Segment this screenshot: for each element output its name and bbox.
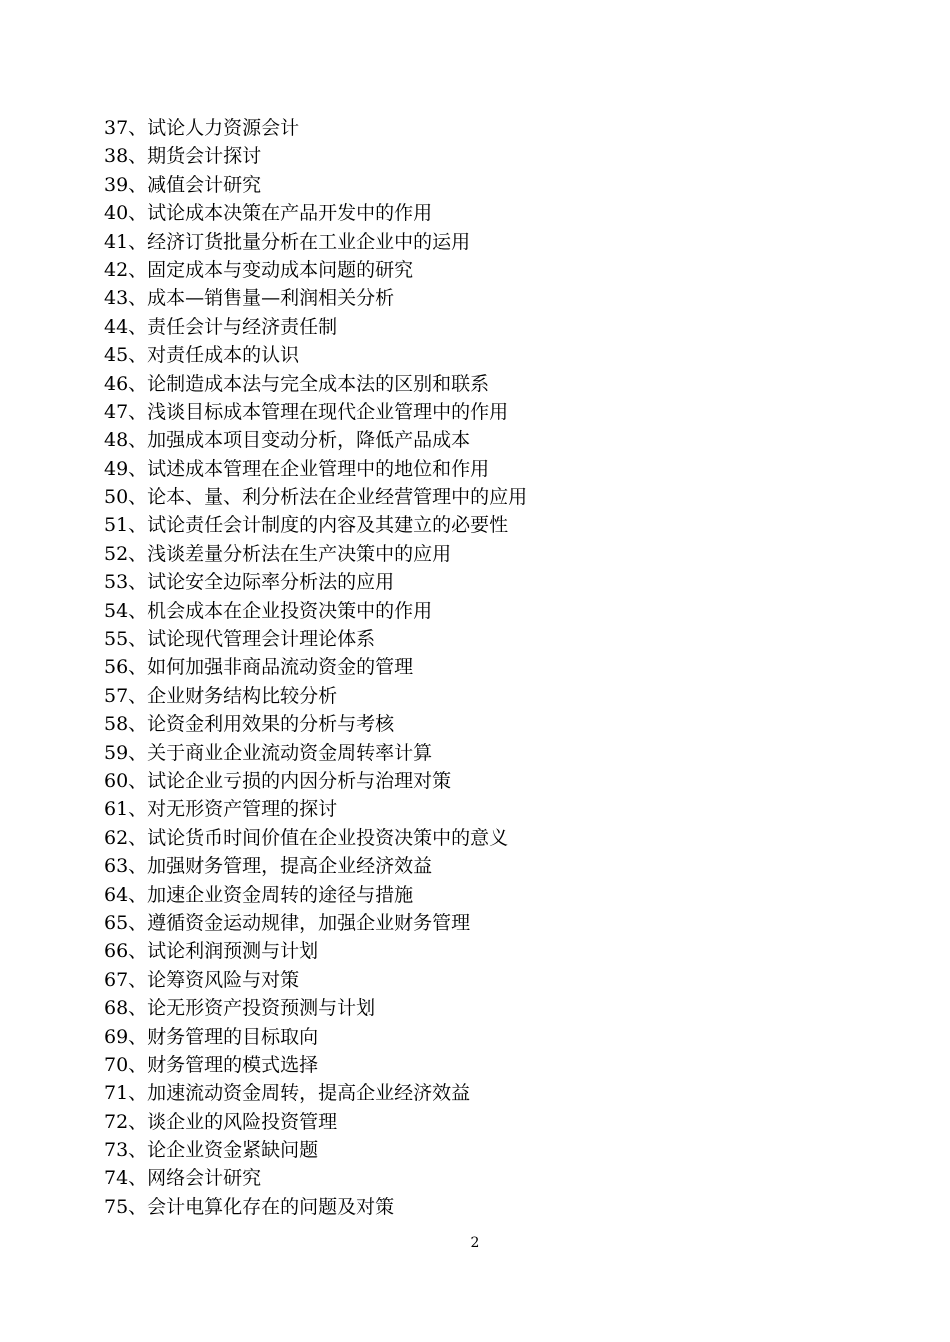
list-item: 57、企业财务结构比较分析 xyxy=(104,684,338,707)
list-item: 39、减值会计研究 xyxy=(104,173,262,196)
topic-list xyxy=(104,114,527,1221)
list-item: 68、论无形资产投资预测与计划 xyxy=(104,997,376,1020)
list-item: 73、论企业资金紧缺问题 xyxy=(104,1139,319,1162)
list-item: 58、论资金利用效果的分析与考核 xyxy=(104,713,395,736)
list-item: 46、论制造成本法与完全成本法的区别和联系 xyxy=(104,372,490,395)
list-item: 62、试论货币时间价值在企业投资决策中的意义 xyxy=(104,826,509,849)
list-item: 65、遵循资金运动规律，加强企业财务管理 xyxy=(104,911,471,934)
list-item: 75、会计电算化存在的问题及对策 xyxy=(104,1195,395,1218)
list-item: 59、关于商业企业流动资金周转率计算 xyxy=(104,741,433,764)
list-item: 54、机会成本在企业投资决策中的作用 xyxy=(104,599,433,622)
list-item: 40、试论成本决策在产品开发中的作用 xyxy=(104,202,433,225)
page-number: 2 xyxy=(470,1235,480,1251)
list-item: 44、责任会计与经济责任制 xyxy=(104,315,338,338)
list-item: 64、加速企业资金周转的途径与措施 xyxy=(104,883,414,906)
list-item: 53、试论安全边际率分析法的应用 xyxy=(104,571,395,594)
list-item: 55、试论现代管理会计理论体系 xyxy=(104,628,376,651)
list-item: 51、试论责任会计制度的内容及其建立的必要性 xyxy=(104,514,509,537)
list-item: 50、论本、量、利分析法在企业经营管理中的应用 xyxy=(104,486,528,509)
list-item: 45、对责任成本的认识 xyxy=(104,344,300,367)
list-item: 74、网络会计研究 xyxy=(104,1167,262,1190)
list-item: 47、浅谈目标成本管理在现代企业管理中的作用 xyxy=(104,400,509,423)
list-item: 70、财务管理的模式选择 xyxy=(104,1053,319,1076)
list-item: 48、加强成本项目变动分析，降低产品成本 xyxy=(104,429,471,452)
list-item: 52、浅谈差量分析法在生产决策中的应用 xyxy=(104,542,452,565)
list-item: 37、试论人力资源会计 xyxy=(104,117,300,139)
list-item: 38、期货会计探讨 xyxy=(104,145,262,168)
list-item: 43、成本—销售量—利润相关分析 xyxy=(104,287,395,310)
list-item: 61、对无形资产管理的探讨 xyxy=(104,798,338,821)
list-item: 60、试论企业亏损的内因分析与治理对策 xyxy=(104,769,452,792)
list-item: 56、如何加强非商品流动资金的管理 xyxy=(104,656,414,679)
list-item: 41、经济订货批量分析在工业企业中的运用 xyxy=(104,230,471,253)
list-item: 72、谈企业的风险投资管理 xyxy=(104,1110,338,1133)
list-item: 69、财务管理的目标取向 xyxy=(104,1025,319,1048)
list-item: 67、论筹资风险与对策 xyxy=(104,968,300,991)
list-item: 42、固定成本与变动成本问题的研究 xyxy=(104,258,414,281)
list-item: 49、试述成本管理在企业管理中的地位和作用 xyxy=(104,457,490,480)
list-item: 66、试论利润预测与计划 xyxy=(104,940,319,963)
list-item: 71、加速流动资金周转，提高企业经济效益 xyxy=(104,1082,471,1105)
list-item: 63、加强财务管理，提高企业经济效益 xyxy=(104,855,433,878)
